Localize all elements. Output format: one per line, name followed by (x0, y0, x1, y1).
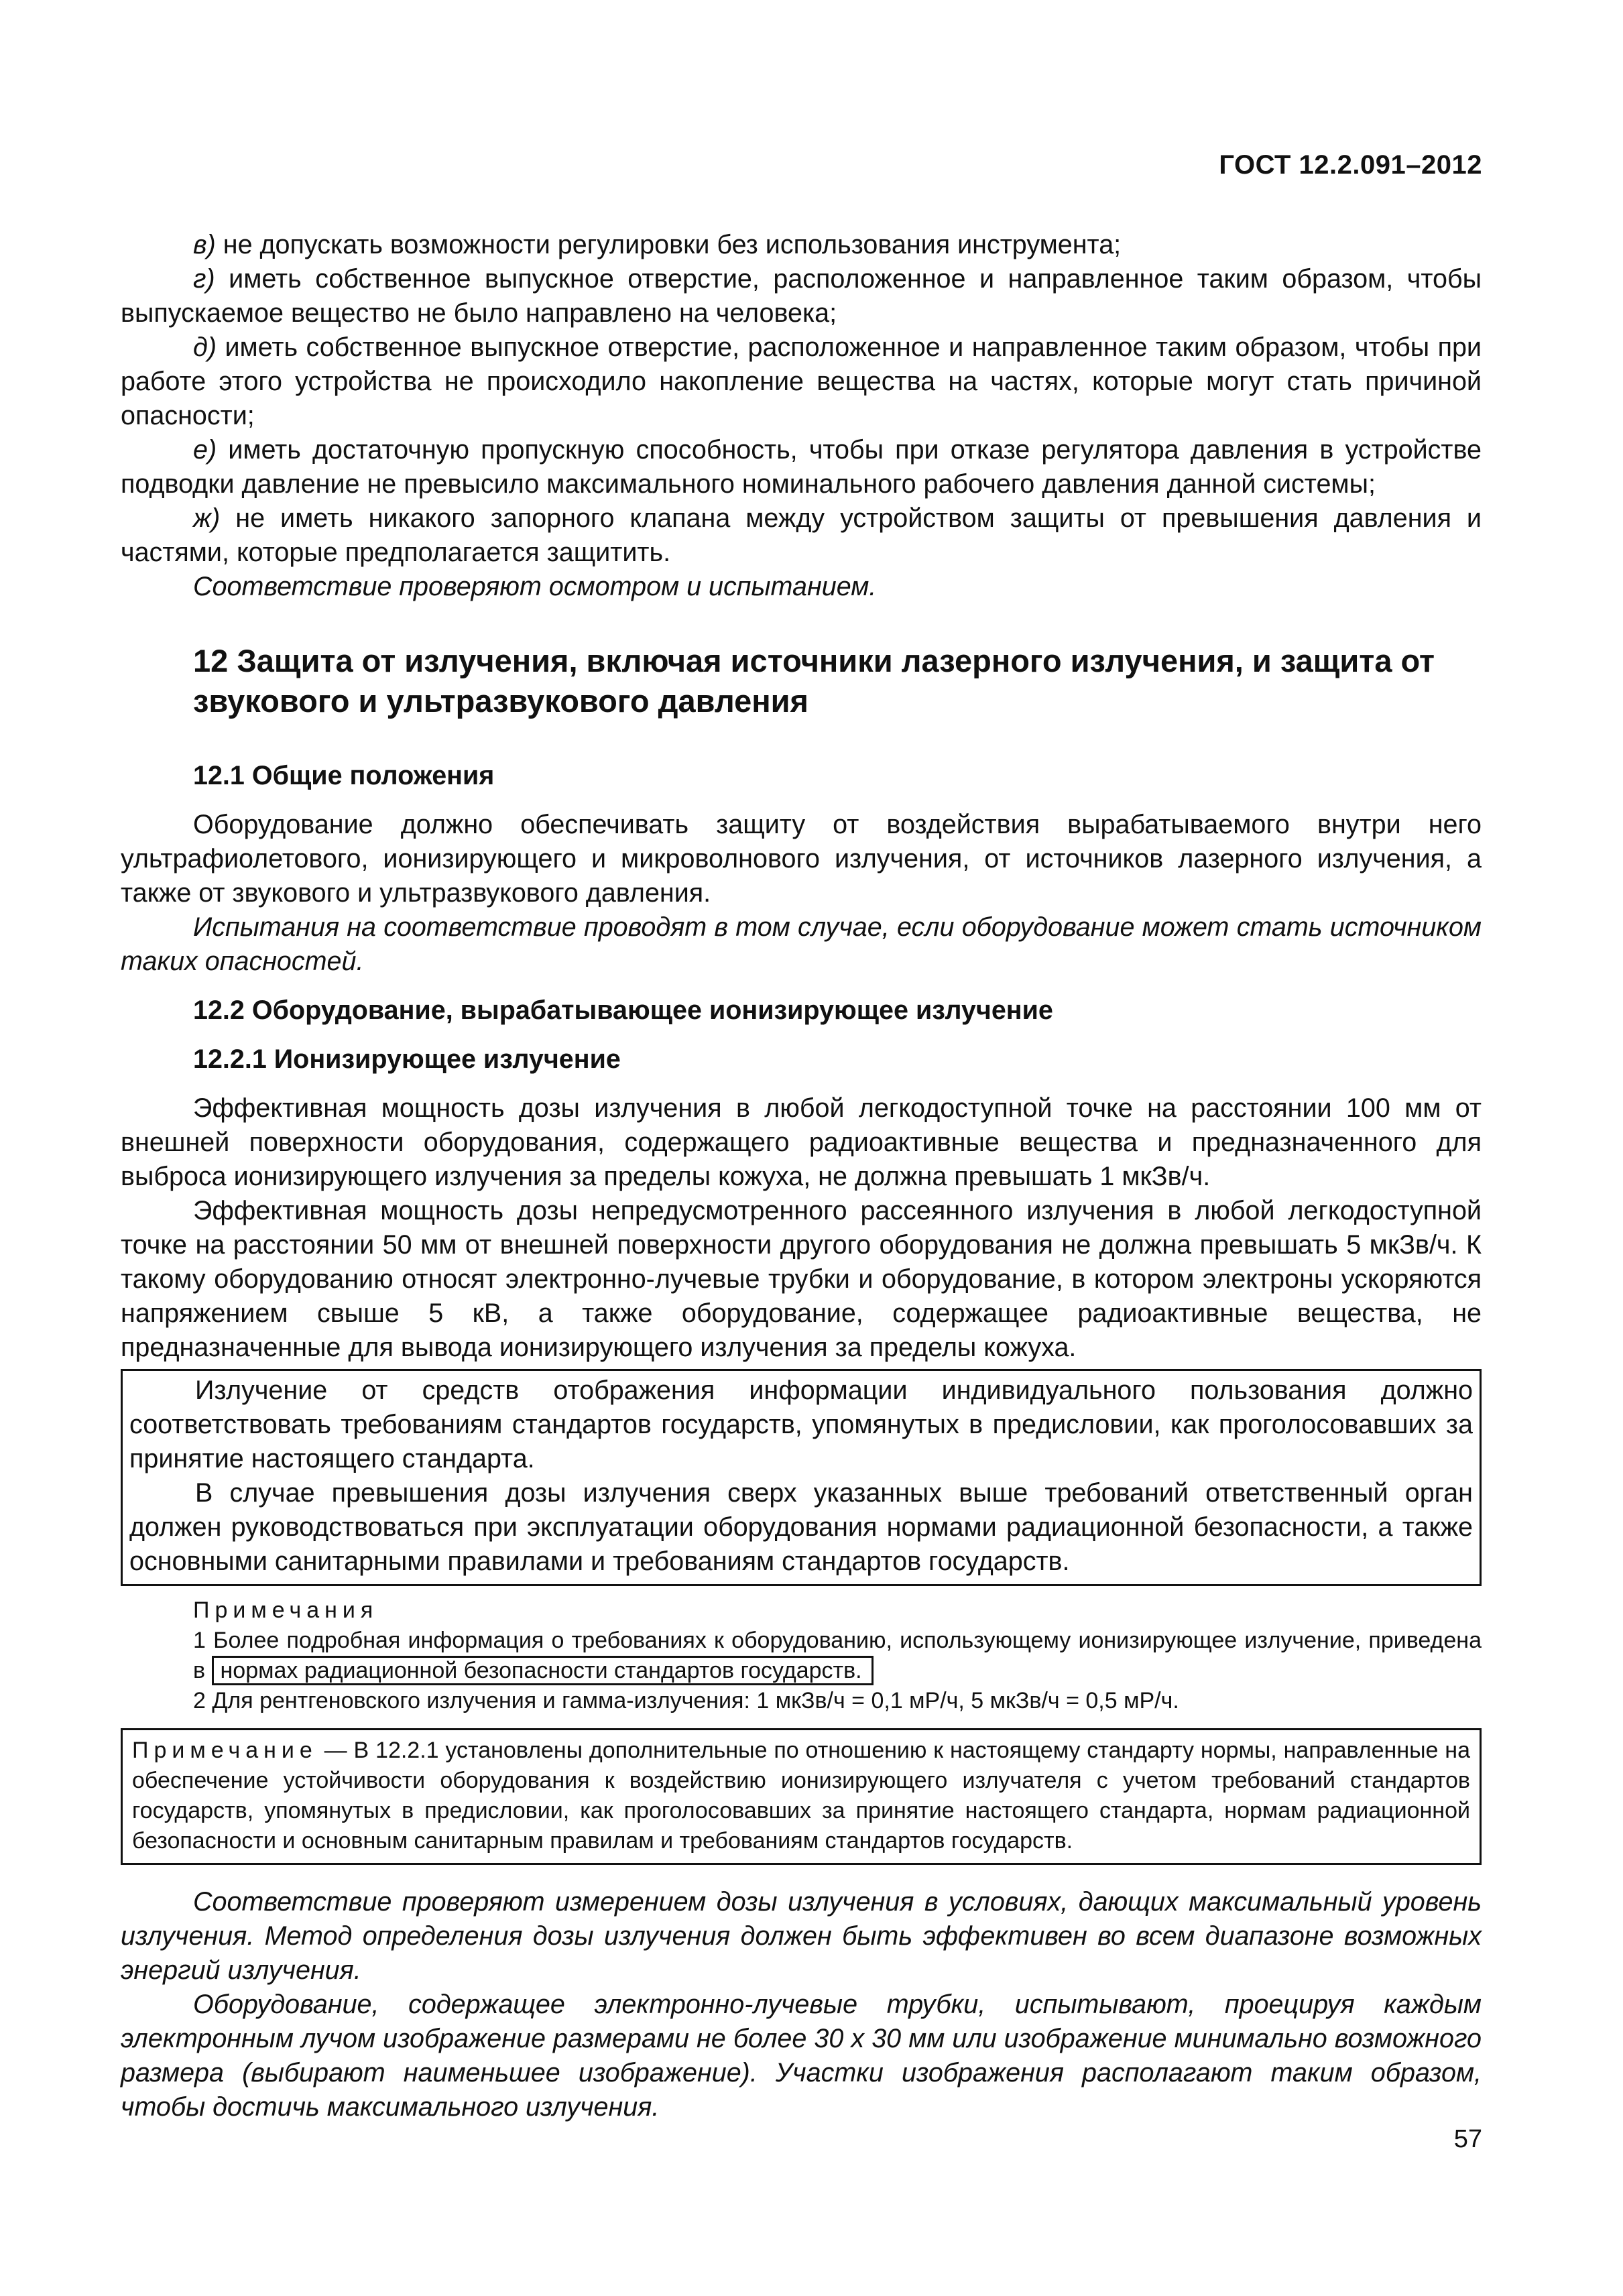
section-12-2-1-paragraph-2: Эффективная мощность дозы непредусмотренного рассеянного излучения в любой легкодоступной точке на расстоянии 50 мм от внешней поверхности другого оборудования не должна превышать 5 мкЗв/ч. К такому оборудованию относят электронно-лучевые трубки и оборудование, в котором электроны ускоряются напряжением свыше 5 кВ, а также оборудование, содержащее радиоактивные вещества, не предназначенные для вывода ионизирующего излучения за пределы кожуха. (121, 1196, 1482, 1362)
page-number: 57 (1453, 2125, 1482, 2153)
compliance-statement-1: Соответствие проверяют осмотром и испытанием. (193, 572, 877, 601)
notes-block (121, 1595, 1482, 1716)
notes-title: Примечания (193, 1597, 379, 1623)
boxed-requirements (121, 1369, 1482, 1586)
list-item-zh: ж) не иметь никакого запорного клапана между устройством защиты от превышения давления и частями, которые предполагается защитить. (121, 503, 1482, 567)
section-12-1-paragraph: Оборудование должно обеспечивать защиту от воздействия вырабатываемого внутри него ультрафиолетового, ионизирующего и микроволнового излучения, от источников лазерного излучения, а также от звукового и ультразвукового давления. (121, 810, 1482, 908)
section-12-1-heading: 12.1 Общие положения (193, 761, 495, 790)
boxed-paragraph-2: В случае превышения дозы излучения сверх указанных выше требований ответственный орган должен руководствоваться при эксплуатации оборудования нормами радиационной безопасности, а также основными санитарными правилами и требованиям стандартов государств. (129, 1478, 1473, 1576)
boxed-paragraph-1: Излучение от средств отображения информации индивидуального пользования должно соответствовать требованиям стандартов государств, упомянутых в предисловии, как проголосовавших за принятие настоящего стандарта. (129, 1376, 1473, 1473)
boxed-note-label: Примечание (132, 1738, 318, 1763)
list-item-e: е) иметь достаточную пропускную способность, чтобы при отказе регулятора давления в устройстве подводки давление не превысило максимального номинального рабочего давления данной системы; (121, 435, 1482, 499)
note-1: 1 Более подробная информация о требованиях к оборудованию, использующему ионизирующее излучение, приведена в нормах радиационной безопасности стандартов государств. (193, 1626, 1482, 1686)
page-content (121, 228, 1482, 2124)
list-item-d: д) иметь собственное выпускное отверстие, расположенное и направленное таким образом, чтобы при работе этого устройства не происходило накопление вещества на частях, которые могут стать причиной опасности; (121, 333, 1482, 430)
boxed-note-text: — В 12.2.1 установлены дополнительные по отношению к настоящему стандарту нормы, направленные на обеспечение устойчивости оборудования к воздействию ионизирующего излучателя с учетом требований стандартов государств, упомянутых в предисловии, как проголосовавших за принятие настоящего стандарта, нормам радиационной безопасности и основным санитарным правилам и требованиям стандартов государств. (132, 1738, 1470, 1854)
compliance-statement-3: Оборудование, содержащее электронно-лучевые трубки, испытывают, проецируя каждым электронным лучом изображение размерами не более 30 х 30 мм или изображение минимально возможного размера (выбирают наименьшее изображение). Участки изображения располагают таким образом, чтобы достичь максимального излучения. (121, 1990, 1482, 2122)
list-item-v: в) не допускать возможности регулировки без использования инструмента; (193, 230, 1122, 259)
section-12-heading: 12 Защита от излучения, включая источники лазерного излучения, и защита от звукового и ультразвукового давления (193, 643, 1435, 719)
note-1-boxed-text: нормах радиационной безопасности стандартов государств. (212, 1656, 874, 1685)
section-12-2-1-heading: 12.2.1 Ионизирующее излучение (193, 1044, 621, 1074)
section-12-1-test: Испытания на соответствие проводят в том случае, если оборудование может стать источником таких опасностей. (121, 912, 1482, 976)
list-item-g: г) иметь собственное выпускное отверстие, расположенное и направленное таким образом, чтобы выпускаемое вещество не было направлено на человека; (121, 264, 1482, 328)
compliance-statement-2: Соответствие проверяют измерением дозы излучения в условиях, дающих максимальный уровень излучения. Метод определения дозы излучения должен быть эффективен во всем диапазоне возможных энергий излучения. (121, 1887, 1482, 1985)
document-header: ГОСТ 12.2.091–2012 (1219, 150, 1482, 180)
boxed-note (121, 1728, 1482, 1865)
note-2: 2 Для рентгеновского излучения и гамма-излучения: 1 мкЗв/ч = 0,1 мР/ч, 5 мкЗв/ч = 0,5 мР/ч. (193, 1688, 1179, 1713)
section-12-2-1-paragraph-1: Эффективная мощность дозы излучения в любой легкодоступной точке на расстоянии 100 мм от внешней поверхности оборудования, содержащего радиоактивные вещества и предназначенного для выброса ионизирующего излучения за пределы кожуха, не должна превышать 1 мкЗв/ч. (121, 1093, 1482, 1191)
section-12-2-heading: 12.2 Оборудование, вырабатывающее ионизирующее излучение (193, 995, 1053, 1025)
